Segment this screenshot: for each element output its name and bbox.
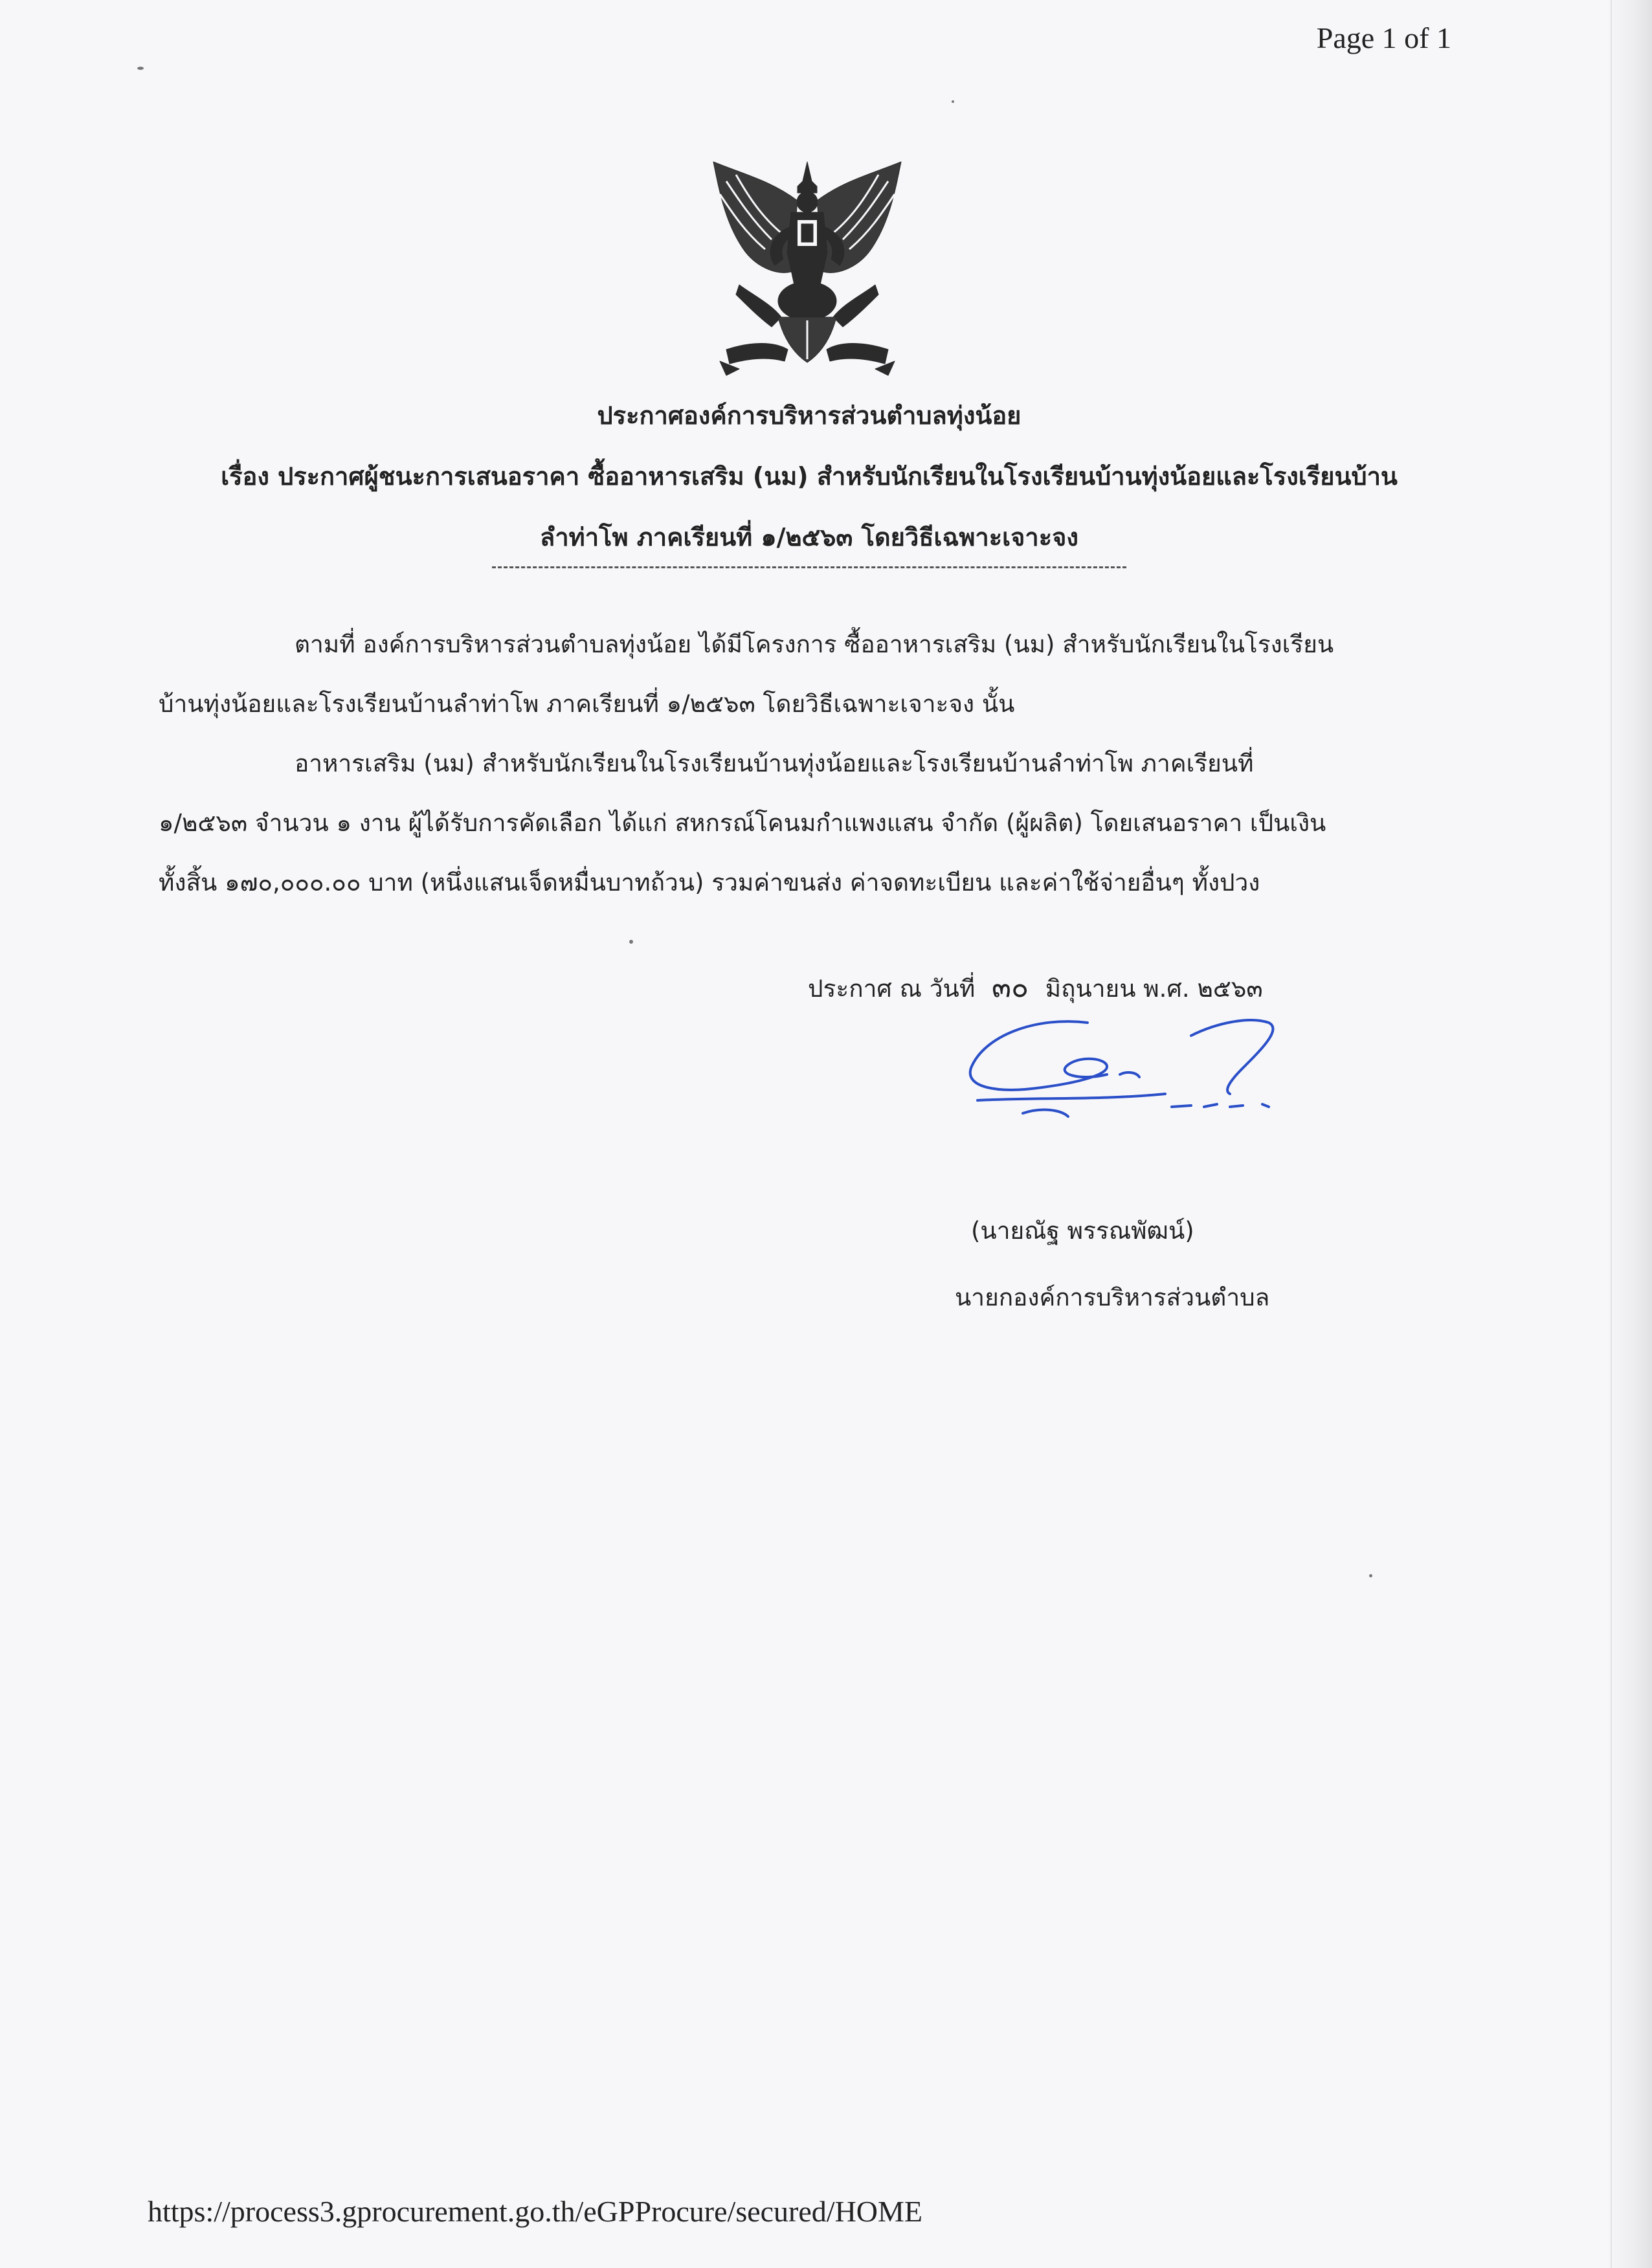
scan-speck xyxy=(952,100,954,103)
announcement-body xyxy=(159,615,1466,913)
scan-shadow-edge xyxy=(1607,0,1652,2268)
paragraph-1-line-2: บ้านทุ่งน้อยและโรงเรียนบ้านลำท่าโพ ภาคเรียนที่ ๑/๒๕๖๓ โดยวิธีเฉพาะเจาะจง นั้น xyxy=(159,690,1015,718)
title-subject-continued: ลำท่าโพ ภาคเรียนที่ ๑/๒๕๖๓ โดยวิธีเฉพาะเจาะจง xyxy=(540,523,1078,551)
signature-icon xyxy=(958,1010,1372,1152)
date-month-year: มิถุนายน พ.ศ. ๒๕๖๓ xyxy=(1045,975,1263,1003)
paragraph-2-line-1: อาหารเสริม (นม) สำหรับนักเรียนในโรงเรียนบ้านทุ่งน้อยและโรงเรียนบ้านลำท่าโพ ภาคเรียนที่ xyxy=(295,750,1254,777)
scan-speck xyxy=(137,67,144,70)
scan-speck xyxy=(629,940,633,944)
date-day: ๓๐ xyxy=(991,971,1029,1004)
garuda-emblem-icon xyxy=(700,155,914,382)
footer-url: https://process3.gprocurement.go.th/eGPProcure/secured/HOME xyxy=(148,2195,923,2228)
title-organization: ประกาศองค์การบริหารส่วนตำบลทุ่งน้อย xyxy=(597,401,1021,430)
title-separator xyxy=(492,566,1126,568)
paragraph-2-line-3: ทั้งสิ้น ๑๗๐,๐๐๐.๐๐ บาท (หนึ่งแสนเจ็ดหมื่นบาทถ้วน) รวมค่าขนส่ง ค่าจดทะเบียน และค่าใช้จ่ายอื่นๆ ทั้งปวง xyxy=(159,869,1260,896)
scan-artifact-line xyxy=(1611,0,1612,2268)
announcement-title xyxy=(129,385,1489,568)
date-prefix: ประกาศ ณ วันที่ xyxy=(808,975,976,1003)
announcement-date xyxy=(808,964,1263,1010)
paragraph-1-line-1: ตามที่ องค์การบริหารส่วนตำบลทุ่งน้อย ได้มีโครงการ ซื้ออาหารเสริม (นม) สำหรับนักเรียนในโรงเรียน xyxy=(295,630,1334,658)
page-number: Page 1 of 1 xyxy=(1316,21,1451,54)
scan-speck xyxy=(1369,1574,1372,1577)
signer-position: นายกองค์การบริหารส่วนตำบล xyxy=(955,1284,1270,1311)
signer-name: (นายณัฐ พรรณพัฒน์) xyxy=(971,1217,1194,1245)
title-subject: เรื่อง ประกาศผู้ชนะการเสนอราคา ซื้ออาหารเสริม (นม) สำหรับนักเรียนในโรงเรียนบ้านทุ่งน้อยและโรงเรียนบ้าน xyxy=(221,462,1398,491)
paragraph-2-line-2: ๑/๒๕๖๓ จำนวน ๑ งาน ผู้ได้รับการคัดเลือก ได้แก่ สหกรณ์โคนมกำแพงแสน จำกัด (ผู้ผลิต) โดยเสนอราคา เป็นเงิน xyxy=(159,809,1326,837)
